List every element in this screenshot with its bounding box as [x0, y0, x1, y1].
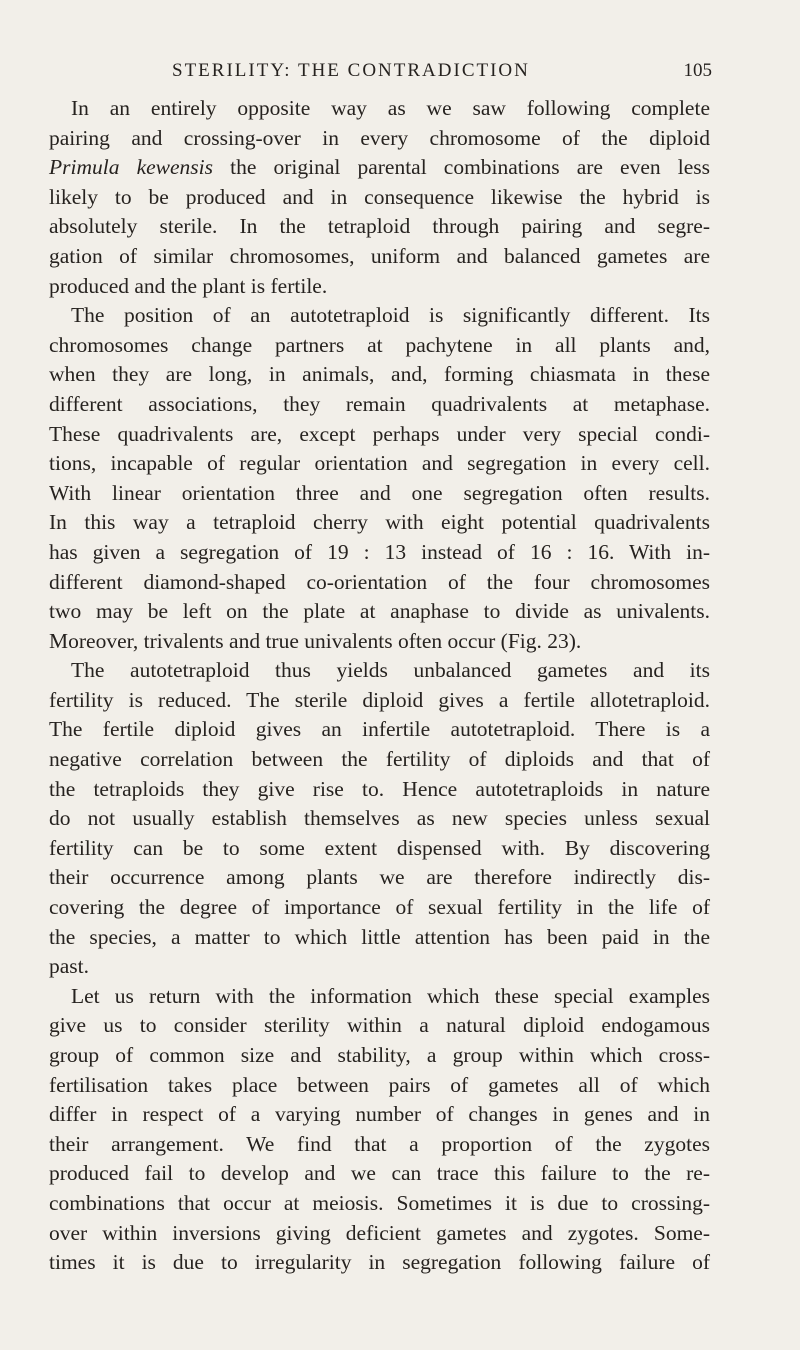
text-line: different associations, they remain quadrivalents at metaphase.	[49, 391, 710, 416]
text-line: differ in respect of a varying number of changes in genes and in	[49, 1102, 710, 1127]
text-line: when they are long, in animals, and, forming chiasmata in these	[49, 362, 710, 387]
text-line: tions, incapable of regular orientation and segregation in every cell.	[49, 451, 710, 476]
text-line: two may be left on the plate at anaphase to divide as univalents.	[49, 599, 710, 624]
text-line: times it is due to irregularity in segregation following failure of	[49, 1250, 710, 1275]
body-text	[49, 94, 710, 1278]
text-line: their arrangement. We find that a proportion of the zygotes	[49, 1131, 710, 1156]
text-line: absolutely sterile. In the tetraploid through pairing and segre-	[49, 214, 710, 239]
text-line: produced fail to develop and we can trace this failure to the re-	[49, 1161, 710, 1186]
text-line: Let us return with the information which these special examples	[71, 983, 710, 1008]
text-line: over within inversions giving deficient gametes and zygotes. Some-	[49, 1220, 710, 1245]
text-line: fertilisation takes place between pairs of gametes all of which	[49, 1072, 710, 1097]
text-line: In this way a tetraploid cherry with eight potential quadrivalents	[49, 510, 710, 535]
running-header	[172, 60, 712, 90]
text-line: produced and the plant is fertile.	[49, 273, 328, 298]
text-line: their occurrence among plants we are therefore indirectly dis-	[49, 865, 710, 890]
text-line: In an entirely opposite way as we saw following complete	[71, 96, 710, 120]
text-line: chromosomes change partners at pachytene in all plants and,	[49, 332, 710, 357]
text-line: do not usually establish themselves as new species unless sexual	[49, 806, 710, 831]
text-line: different diamond-shaped co-orientation of the four chromosomes	[49, 569, 710, 594]
text-line: Moreover, trivalents and true univalents often occur (Fig. 23).	[49, 628, 582, 653]
text-line: give us to consider sterility within a natural diploid endogamous	[49, 1013, 710, 1038]
text-line: the tetraploids they give rise to. Hence autotetraploids in nature	[49, 776, 710, 801]
text-line: With linear orientation three and one segregation often results.	[49, 480, 710, 505]
text-line: likely to be produced and in consequence likewise the hybrid is	[49, 184, 710, 209]
text-line: The fertile diploid gives an infertile autotetraploid. There is a	[49, 717, 710, 742]
text-line: group of common size and stability, a group within which cross-	[49, 1043, 710, 1067]
running-title: STERILITY: THE CONTRADICTION	[172, 60, 530, 81]
text-line: covering the degree of importance of sexual fertility in the life of	[49, 895, 710, 920]
page-number: 105	[683, 60, 712, 81]
text-line: past.	[49, 954, 90, 979]
text-line: negative correlation between the fertility of diploids and that of	[49, 747, 710, 772]
text-line: pairing and crossing-over in every chromosome of the diploid	[49, 125, 710, 150]
text-line: The position of an autotetraploid is significantly different. Its	[71, 303, 710, 328]
text-line: has given a segregation of 19 : 13 instead of 16 : 16. With in-	[49, 539, 710, 564]
text-line: the species, a matter to which little attention has been paid in the	[49, 924, 710, 949]
text-line: The autotetraploid thus yields unbalanced gametes and its	[71, 658, 710, 683]
text-line: gation of similar chromosomes, uniform and balanced gametes are	[49, 243, 710, 268]
text-line: fertility can be to some extent dispensed with. By discovering	[49, 835, 710, 860]
species-name: Primula kewensis	[49, 155, 213, 180]
text-line: combinations that occur at meiosis. Sometimes it is due to crossing-	[49, 1190, 710, 1215]
text-line: fertility is reduced. The sterile diploid gives a fertile allotetraploid.	[49, 687, 710, 712]
text-line: Primula kewensis the original parental combinations are even less	[49, 155, 710, 180]
text-line: These quadrivalents are, except perhaps under very special condi-	[49, 421, 710, 446]
